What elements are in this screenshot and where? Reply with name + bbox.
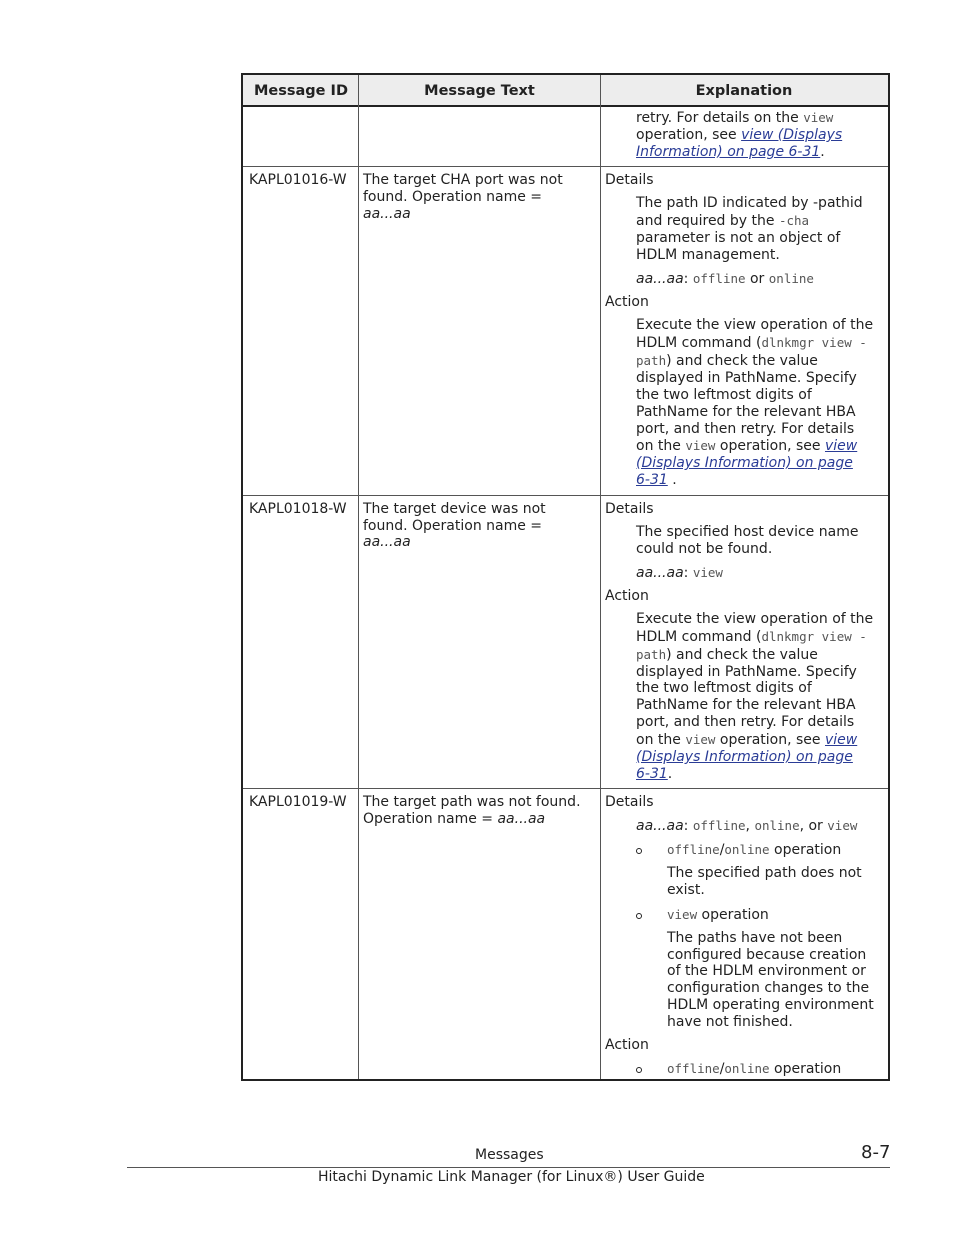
bullet-detail-line: of the HDLM environment or bbox=[667, 963, 866, 979]
column-divider bbox=[600, 75, 601, 1079]
message-text-line: The target device was not bbox=[363, 501, 546, 517]
message-text-line: found. Operation name = bbox=[363, 518, 543, 534]
details-line: HDLM management. bbox=[636, 247, 780, 263]
bullet-icon bbox=[636, 913, 642, 919]
details-line: could not be found. bbox=[636, 541, 773, 557]
action-line: 6-31. bbox=[636, 766, 673, 782]
action-line: PathName for the relevant HBA bbox=[636, 404, 856, 420]
details-label: Details bbox=[605, 794, 654, 810]
details-line: and required by the -cha bbox=[636, 213, 810, 229]
link-view-displays[interactable]: view (Displays bbox=[741, 127, 843, 143]
action-line: PathName for the relevant HBA bbox=[636, 697, 856, 713]
link-page-6-31[interactable]: 6-31 bbox=[636, 472, 668, 488]
header-explanation: Explanation bbox=[695, 83, 793, 99]
action-line: displayed in PathName. Specify bbox=[636, 664, 857, 680]
bullet-item: offline/online operation bbox=[667, 842, 842, 858]
column-divider bbox=[358, 75, 359, 1079]
page-number: 8-7 bbox=[861, 1142, 891, 1163]
row-divider bbox=[243, 166, 888, 167]
bullet-detail-line: configured because creation bbox=[667, 947, 867, 963]
action-line: on the view operation, see view bbox=[636, 732, 858, 748]
details-label: Details bbox=[605, 172, 654, 188]
footer-guide-title: Hitachi Dynamic Link Manager (for Linux®) User Guide bbox=[318, 1169, 705, 1185]
link-page-6-31[interactable]: 6-31 bbox=[636, 766, 668, 782]
details-line: The path ID indicated by -pathid bbox=[636, 195, 863, 211]
action-line bbox=[636, 749, 853, 766]
link-displays-information[interactable]: (Displays Information) on page bbox=[636, 455, 853, 471]
footer-divider bbox=[127, 1167, 890, 1168]
bullet-item: view operation bbox=[667, 907, 769, 923]
explanation-line: retry. For details on the view bbox=[636, 110, 834, 126]
header-message-id: Message ID bbox=[253, 83, 348, 99]
bullet-icon bbox=[636, 1067, 642, 1073]
message-id: KAPL01016-W bbox=[249, 172, 347, 188]
action-line: HDLM command (dlnkmgr view - bbox=[636, 335, 867, 351]
footer-section-title: Messages bbox=[475, 1147, 544, 1163]
bullet-detail-line: HDLM operating environment bbox=[667, 997, 874, 1013]
action-line: on the view operation, see view bbox=[636, 438, 858, 454]
message-text-line: The target CHA port was not bbox=[363, 172, 563, 188]
details-label: Details bbox=[605, 501, 654, 517]
action-line: Execute the view operation of the bbox=[636, 317, 874, 333]
action-line: path) and check the value bbox=[636, 647, 818, 663]
details-values: aa...aa: offline, online, or view bbox=[636, 818, 858, 834]
details-line: parameter is not an object of bbox=[636, 230, 841, 246]
action-line: displayed in PathName. Specify bbox=[636, 370, 857, 386]
action-line: HDLM command (dlnkmgr view - bbox=[636, 629, 867, 645]
header-message-text: Message Text bbox=[424, 83, 535, 99]
link-view[interactable]: view bbox=[824, 732, 858, 748]
message-text-line: found. Operation name = bbox=[363, 189, 543, 205]
action-line: Execute the view operation of the bbox=[636, 611, 874, 627]
bullet-icon bbox=[636, 848, 642, 854]
action-line bbox=[636, 455, 853, 472]
action-line: the two leftmost digits of bbox=[636, 680, 812, 696]
message-text-line: Operation name = aa...aa bbox=[363, 811, 546, 827]
message-table bbox=[241, 73, 890, 1081]
row-divider bbox=[243, 788, 888, 789]
bullet-detail-line: exist. bbox=[667, 882, 705, 898]
action-label: Action bbox=[605, 1037, 649, 1053]
action-line: 6-31 . bbox=[636, 472, 677, 488]
message-text-line: The target path was not found. bbox=[363, 794, 581, 810]
action-label: Action bbox=[605, 294, 649, 310]
action-line: port, and then retry. For details bbox=[636, 714, 855, 730]
row-divider bbox=[243, 495, 888, 496]
link-displays-information[interactable]: (Displays Information) on page bbox=[636, 749, 853, 765]
link-view-displays-page[interactable]: Information) on page 6-31 bbox=[636, 144, 821, 160]
action-line: path) and check the value bbox=[636, 353, 818, 369]
link-view[interactable]: view bbox=[824, 438, 858, 454]
bullet-detail-line: The paths have not been bbox=[667, 930, 843, 946]
bullet-item: offline/online operation bbox=[667, 1061, 842, 1077]
details-values: aa...aa: offline or online bbox=[636, 271, 814, 287]
details-values: aa...aa: view bbox=[636, 565, 723, 581]
action-line: the two leftmost digits of bbox=[636, 387, 812, 403]
message-id: KAPL01019-W bbox=[249, 794, 347, 810]
action-line: port, and then retry. For details bbox=[636, 421, 855, 437]
details-line: The specified host device name bbox=[636, 524, 859, 540]
message-text-line: aa...aa bbox=[363, 206, 411, 222]
action-label: Action bbox=[605, 588, 649, 604]
explanation-line: operation, see view (Displays bbox=[636, 127, 843, 143]
bullet-detail-line: have not finished. bbox=[667, 1014, 793, 1030]
message-id: KAPL01018-W bbox=[249, 501, 347, 517]
bullet-detail-line: configuration changes to the bbox=[667, 980, 870, 996]
bullet-detail-line: The specified path does not bbox=[667, 865, 862, 881]
table-header bbox=[243, 75, 888, 107]
message-text-line: aa...aa bbox=[363, 534, 411, 550]
explanation-line: Information) on page 6-31. bbox=[636, 144, 825, 160]
